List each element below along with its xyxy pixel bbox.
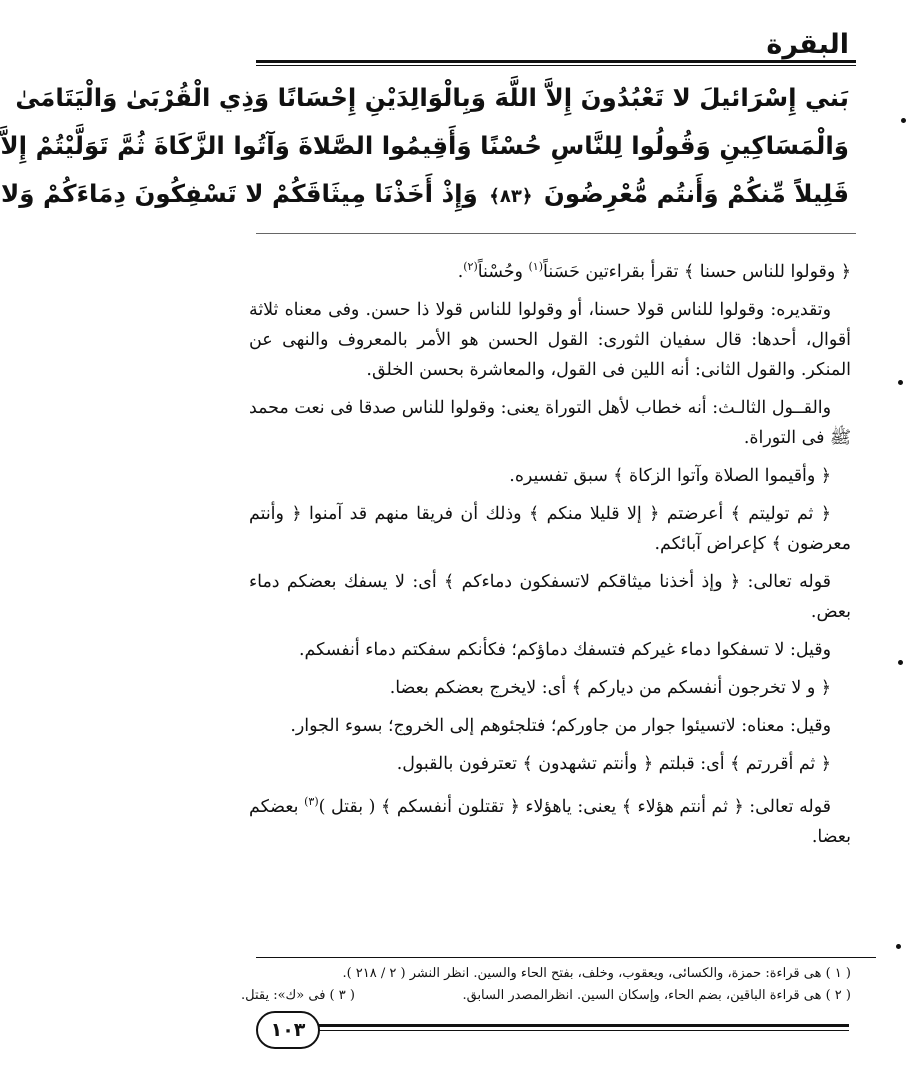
commentary-paragraph: وقيل: لا تسفكوا دماء غيركم فتسفك دماؤكم؛ فكأنكم سفكتم دماء أنفسكم. bbox=[298, 639, 831, 660]
footnote-row bbox=[241, 985, 851, 1007]
paragraph-text: قوله تعالى: ﴿ ثم أنتم هؤلاء ﴾ يعنى: ياهؤلاء ﴿ تقتلون أنفسكم ﴾ ( بقتل ) bbox=[318, 796, 831, 817]
commentary-paragraph: ﴿ ثم توليتم ﴾ أعرضتم ﴿ إلا قليلا منكم ﴾ وذلك أن فريقا منهم قد آمنوا ﴿ وأنتم معرضون ﴾ كإعراض آبائكم. bbox=[249, 503, 851, 554]
commentary-paragraph bbox=[249, 787, 851, 852]
margin-mark bbox=[898, 660, 903, 665]
footnote-ref: (١) bbox=[528, 260, 544, 273]
commentary-paragraph: ﴿ وأقيموا الصلاة وآتوا الزكاة ﴾ سبق تفسيره. bbox=[509, 465, 831, 486]
commentary-paragraph: وتقديره: وقولوا للناس قولا حسنا، أو وقولوا للناس قولا ذا حسن. وفى معناه ثلاثة أقوال، أحدها: قال سفيان الثورى: القول الحسن هو الأمر بالمعروف والنهى عن المنكر. والقول الثانى: أنه اللين فى القول، والمعاشرة بحسن الخلق. bbox=[249, 299, 851, 380]
margin-mark bbox=[901, 118, 906, 123]
footnote-2: ( ٢ ) هى قراءة الباقين، بضم الحاء، وإسكان السين. انظرالمصدر السابق. bbox=[462, 988, 851, 1003]
paragraph-text: ﴿ وقولوا للناس حسنا ﴾ تقرأ بقراءتين حَسَناً bbox=[543, 261, 851, 282]
header-rule-thin bbox=[256, 65, 856, 66]
footnote-ref: (٣) bbox=[304, 794, 319, 808]
paragraph-text: بعضكم بعضا. bbox=[249, 796, 851, 847]
footnotes bbox=[241, 963, 851, 1007]
commentary-paragraph bbox=[249, 252, 851, 287]
footnote-divider bbox=[256, 957, 876, 958]
commentary-body bbox=[249, 252, 851, 860]
quran-segment: قَلِيلاً مِّنكُمْ وَأَنتُم مُّعْرِضُونَ bbox=[543, 179, 849, 208]
footer-rule-thin bbox=[311, 1030, 849, 1031]
margin-mark bbox=[896, 944, 901, 949]
commentary-paragraph: والقــول الثالـث: أنه خطاب لأهل التوراة يعنى: وقولوا للناس صدقا فى نعت محمد ﷺ فى التوراة. bbox=[249, 397, 851, 448]
paragraph-text: . bbox=[457, 261, 464, 282]
commentary-paragraph: ﴿ و لا تخرجون أنفسكم من دياركم ﴾ أى: لايخرج بعضكم بعضا. bbox=[389, 677, 831, 698]
quran-line-1: بَني إِسْرَائيلَ لا تَعْبُدُونَ إِلاَّ اللَّهَ وَبِالْوَالِدَيْنِ إِحْسَانًا وَذِي الْقُرْبَىٰ وَالْيَتَامَىٰ bbox=[15, 83, 849, 112]
footnote-ref: (٢) bbox=[463, 260, 478, 273]
quran-line-3 bbox=[0, 170, 849, 221]
quran-text bbox=[0, 74, 849, 221]
commentary-paragraph: ﴿ ثم أقررتم ﴾ أى: قبلتم ﴿ وأنتم تشهدون ﴾ تعترفون بالقبول. bbox=[396, 753, 831, 774]
paragraph-text: وحُسْناً bbox=[477, 261, 529, 282]
ayah-number-marker: ﴿٨٣﴾ bbox=[489, 186, 533, 207]
surah-title: البقرة bbox=[766, 29, 849, 60]
footnote-3: ( ٣ ) فى «ك»: يقتل. bbox=[241, 988, 355, 1003]
footnote-1: ( ١ ) هى قراءة: حمزة، والكسائى، ويعقوب، وخلف، بفتح الحاء والسين. انظر النشر ( ٢ / ٢١٨ ). bbox=[342, 966, 851, 981]
margin-mark bbox=[898, 380, 903, 385]
header-rule bbox=[256, 60, 856, 63]
quran-segment: وَإِذْ أَخَذْنَا مِيثَاقَكُمْ لا تَسْفِكُونَ دِمَاءَكُمْ وَلا bbox=[0, 179, 478, 208]
commentary-paragraph: وقيل: معناه: لاتسيئوا جوار من جاوركم؛ فتلجئوهم إلى الخروج؛ بسوء الجوار. bbox=[290, 715, 831, 736]
commentary-paragraph: قوله تعالى: ﴿ وإذ أخذنا ميثاقكم لاتسفكون دماءكم ﴾ أى: لا يسفك بعضكم دماء بعض. bbox=[249, 571, 851, 622]
page-number: ١٠٣ bbox=[256, 1011, 320, 1049]
quran-line-2: وَالْمَسَاكِينِ وَقُولُوا لِلنَّاسِ حُسْنًا وَأَقِيمُوا الصَّلاةَ وَآتُوا الزَّكَاةَ ثُمَّ تَوَلَّيْتُمْ إِلاَّ bbox=[0, 131, 849, 160]
section-divider bbox=[256, 233, 856, 234]
footer-rule bbox=[311, 1024, 849, 1027]
